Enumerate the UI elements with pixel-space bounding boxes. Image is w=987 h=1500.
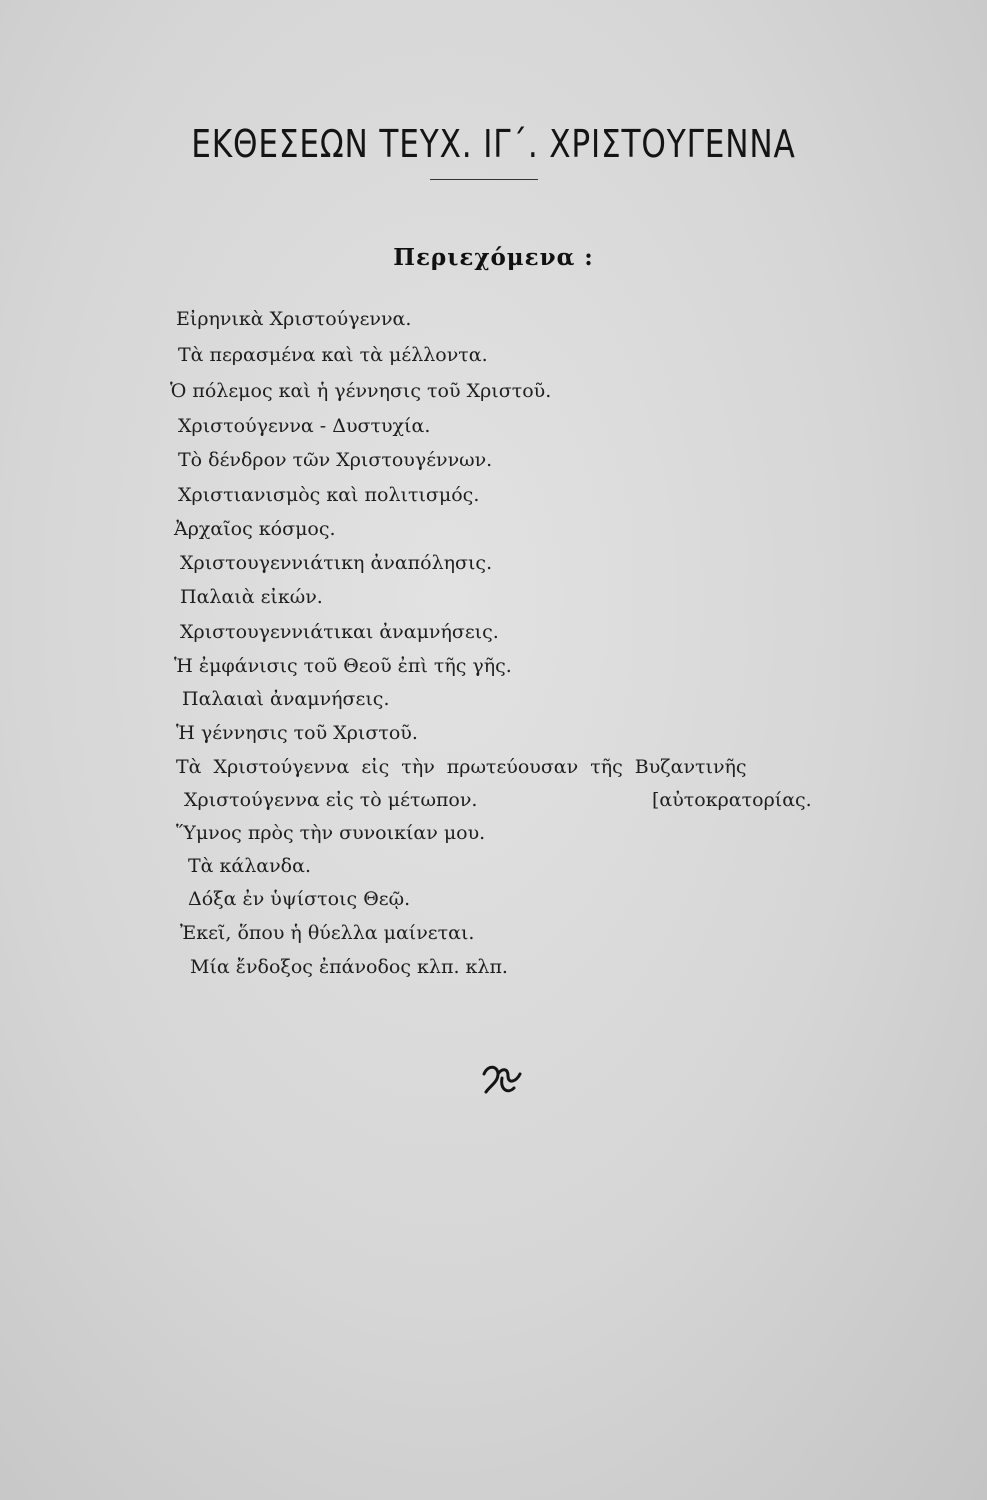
- list-item: Ὕμνος πρὸς τὴν συνοικίαν μου.: [176, 822, 486, 844]
- list-item: Χριστιανισμὸς καὶ πολιτισμός.: [178, 484, 480, 506]
- list-item: Χριστουγεννιάτικη ἀναπόλησις.: [180, 552, 493, 574]
- page-title: ΕΚΘΕΣΕΩΝ ΤΕΥΧ. ΙΓ΄. ΧΡΙΣΤΟΥΓΕΝΝΑ: [191, 122, 796, 166]
- list-item: Ἡ γέννησις τοῦ Χριστοῦ.: [176, 722, 418, 744]
- list-item: Παλαιαὶ ἀναμνήσεις.: [182, 688, 390, 710]
- list-item-continuation: [αὐτοκρατορίας.: [652, 789, 812, 811]
- list-item: Ἀρχαῖος κόσμος.: [174, 518, 336, 540]
- list-item: Χριστουγεννιάτικαι ἀναμνήσεις.: [180, 621, 499, 643]
- list-item: Χριστούγεννα - Δυστυχία.: [178, 415, 431, 437]
- list-item: Μία ἔνδοξος ἐπάνοδος κλπ. κλπ.: [190, 956, 508, 978]
- list-item: Χριστούγεννα εἰς τὸ μέτωπον.: [184, 789, 478, 811]
- list-item: Ἐκεῖ, ὅπου ἡ θύελλα μαίνεται.: [180, 922, 475, 944]
- list-item: Παλαιὰ εἰκών.: [180, 586, 323, 608]
- contents-heading: Περιεχόμενα :: [393, 244, 594, 271]
- list-item: Δόξα ἐν ὑψίστοις Θεῷ.: [188, 888, 411, 910]
- title-divider: [430, 179, 538, 180]
- list-item: Τὰ Χριστούγεννα εἰς τὴν πρωτεύουσαν τῆς Βυζαντινῆς: [176, 756, 747, 778]
- list-item: Τὰ κάλανδα.: [188, 855, 311, 877]
- list-item: Τὰ περασμένα καὶ τὰ μέλλοντα.: [178, 344, 488, 366]
- list-item: Ἡ ἐμφάνισις τοῦ Θεοῦ ἐπὶ τῆς γῆς.: [174, 655, 512, 677]
- ornament-flourish-icon: [478, 1060, 526, 1100]
- list-item: Εἰρηνικὰ Χριστούγεννα.: [176, 308, 412, 330]
- list-item: Τὸ δένδρον τῶν Χριστουγέννων.: [178, 449, 493, 471]
- list-item: Ὁ πόλεμος καὶ ἡ γέννησις τοῦ Χριστοῦ.: [170, 380, 552, 402]
